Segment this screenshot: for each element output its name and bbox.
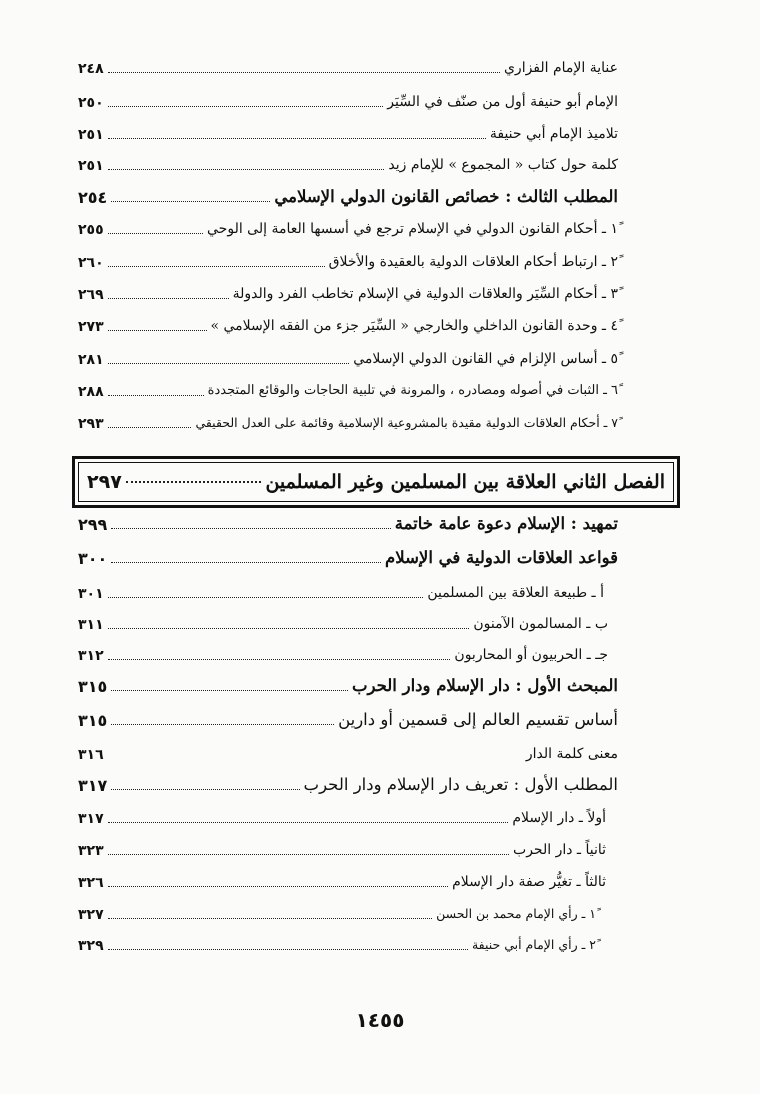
- toc-page-number: ٢٥١: [78, 127, 104, 143]
- toc-page-number: ٣١٦: [78, 747, 104, 763]
- toc-page-number: ٢٥١: [78, 158, 104, 174]
- toc-row: [78, 92, 618, 112]
- toc-page-number: ٣١٢: [78, 648, 104, 664]
- toc-page-number: ٢٥٥: [78, 222, 104, 238]
- chapter-page-number: ٢٩٧: [87, 471, 122, 493]
- leader-dots: [111, 789, 299, 790]
- toc-entry-title: ٥ً ـ أساس الإلزام في القانون الدولي الإسلامي: [353, 351, 618, 367]
- leader-dots: [111, 201, 270, 202]
- toc-row: [78, 349, 618, 369]
- toc-page-number: ٣٢٣: [78, 843, 104, 859]
- leader-dots: [108, 659, 451, 660]
- leader-dots: [108, 72, 500, 73]
- toc-page-number: ٢٤٨: [78, 61, 104, 77]
- toc-row: [78, 219, 618, 239]
- toc-row: [78, 872, 618, 892]
- toc-row-heading: [78, 676, 618, 696]
- leader-dots: [108, 949, 468, 950]
- leader-dots: [108, 298, 229, 299]
- toc-entry-title: ثالثاً ـ تغيُّر صفة دار الإسلام: [452, 874, 606, 890]
- toc-row: [78, 124, 618, 144]
- toc-page-number: ٣٠١: [78, 586, 104, 602]
- toc-page-number: ٢٦٩: [78, 287, 104, 303]
- toc-page-number: ٣١٧: [78, 811, 104, 827]
- toc-entry-title: ثانياً ـ دار الحرب: [513, 842, 606, 858]
- toc-page-number: ٣٢٦: [78, 875, 104, 891]
- toc-entry-title: تمهيد : الإسلام دعوة عامة خاتمة: [394, 514, 618, 533]
- leader-dots: [108, 266, 325, 267]
- leader-dots: [108, 822, 509, 823]
- toc-entry-title: أ ـ طبيعة العلاقة بين المسلمين: [427, 585, 604, 601]
- toc-page-number: ٣٢٩: [78, 938, 104, 954]
- toc-entry-title: ٢ً ـ رأي الإمام أبي حنيفة: [471, 937, 596, 952]
- leader-dots: [108, 886, 449, 887]
- toc-row-heading: [78, 514, 618, 534]
- toc-page-number: ٣١٧: [78, 776, 108, 795]
- toc-row-heading: [78, 775, 618, 795]
- toc-row: [78, 381, 618, 401]
- toc-row: [78, 645, 618, 665]
- toc-row: [78, 316, 618, 336]
- toc-page-number: ٢٥٠: [78, 95, 104, 111]
- chapter-heading-box: [72, 456, 680, 508]
- toc-entry-title: معنى كلمة الدار: [525, 746, 618, 762]
- toc-entry-title: ١ً ـ أحكام القانون الدولي في الإسلام ترجع في أسسها العامة إلى الوحي: [207, 221, 618, 237]
- leader-dots: [111, 528, 391, 529]
- toc-entry-title: ٣ً ـ أحكام السِّيَر والعلاقات الدولية في الإسلام تخاطب الفرد والدولة: [232, 286, 618, 302]
- toc-page-number: ٢٨١: [78, 352, 104, 368]
- toc-row: [78, 155, 618, 175]
- toc-entry-title: ٤ً ـ وحدة القانون الداخلي والخارجي « السِّيَر جزء من الفقه الإسلامي »: [210, 318, 618, 334]
- toc-entry-title: ١ً ـ رأي الإمام محمد بن الحسن: [436, 906, 596, 921]
- leader-dots: [108, 628, 470, 629]
- toc-entry-title: المطلب الأول : تعريف دار الإسلام ودار الحرب: [303, 775, 618, 794]
- leader-dots: [108, 918, 432, 919]
- leader-dots: [108, 233, 203, 234]
- toc-entry-title: أولاً ـ دار الإسلام: [512, 810, 606, 826]
- toc-page-number: ٢٨٨: [78, 384, 104, 400]
- toc-row: [78, 413, 618, 433]
- toc-entry-title: كلمة حول كتاب « المجموع » للإمام زيد: [388, 157, 618, 173]
- toc-row-heading: [78, 548, 618, 568]
- toc-page-number: ٢٩٣: [78, 416, 104, 432]
- toc-page-number: ٢٧٣: [78, 319, 104, 335]
- toc-page-number: ٣١٥: [78, 711, 108, 730]
- toc-row: [78, 252, 618, 272]
- toc-entry-title: ٧ً ـ أحكام العلاقات الدولية مقيدة بالمشروعية الإسلامية وقائمة على العدل الحقيقي: [195, 415, 618, 430]
- toc-row: [78, 284, 618, 304]
- toc-row: [78, 904, 618, 924]
- leader-dots: [108, 169, 385, 170]
- toc-page-number: ٣٠٠: [78, 549, 108, 568]
- toc-page-number: ٢٦٠: [78, 255, 104, 271]
- leader-dots: [111, 724, 334, 725]
- toc-row: [78, 808, 618, 828]
- leader-dots: [108, 854, 509, 855]
- leader-dots: [108, 330, 207, 331]
- toc-page-number: ٢٥٤: [78, 188, 108, 207]
- leader-dots: [111, 690, 348, 691]
- leader-dots: [108, 758, 522, 759]
- leader-dots: [108, 138, 486, 139]
- toc-page-number: ٣١٥: [78, 677, 108, 696]
- toc-page-number: ٢٩٩: [78, 515, 108, 534]
- chapter-heading: [78, 462, 674, 502]
- toc-entry-title: عناية الإمام الفزاري: [503, 60, 618, 76]
- leader-dots: [108, 597, 424, 598]
- toc-row: [78, 58, 618, 78]
- toc-row: [78, 614, 618, 634]
- toc-entry-title: تلاميذ الإمام أبي حنيفة: [489, 126, 618, 142]
- leader-dots: [126, 481, 262, 483]
- chapter-title: الفصل الثاني العلاقة بين المسلمين وغير المسلمين: [265, 471, 665, 493]
- toc-row: [78, 710, 618, 730]
- toc-entry-title: ٦ً ـ الثبات في أصوله ومصادره ، والمرونة في تلبية الحاجات والوقائع المتجددة: [207, 383, 618, 398]
- toc-page-number: ٣٢٧: [78, 907, 104, 923]
- toc-entry-title: جـ ـ الحربيون أو المحاربون: [454, 647, 608, 663]
- toc-row: [78, 744, 618, 764]
- toc-page-number: ٣١١: [78, 617, 104, 633]
- page-number: ١٤٥٥: [355, 1008, 405, 1032]
- leader-dots: [108, 106, 384, 107]
- leader-dots: [108, 427, 192, 428]
- toc-row: [78, 583, 618, 603]
- leader-dots: [111, 562, 381, 563]
- toc-row: [78, 840, 618, 860]
- leader-dots: [108, 363, 350, 364]
- toc-entry-title: الإمام أبو حنيفة أول من صنّف في السِّيَر: [387, 94, 618, 110]
- toc-row-heading: [78, 187, 618, 207]
- toc-entry-title: المبحث الأول : دار الإسلام ودار الحرب: [351, 676, 618, 695]
- toc-entry-title: قواعد العلاقات الدولية في الإسلام: [385, 548, 618, 567]
- toc-row: [78, 935, 618, 955]
- toc-entry-title: أساس تقسيم العالم إلى قسمين أو دارين: [338, 710, 618, 729]
- toc-entry-title: المطلب الثالث : خصائص القانون الدولي الإسلامي: [274, 187, 618, 206]
- toc-entry-title: ب ـ المسالمون الآمنون: [473, 616, 608, 632]
- toc-entry-title: ٢ً ـ ارتباط أحكام العلاقات الدولية بالعقيدة والأخلاق: [328, 254, 618, 270]
- leader-dots: [108, 395, 204, 396]
